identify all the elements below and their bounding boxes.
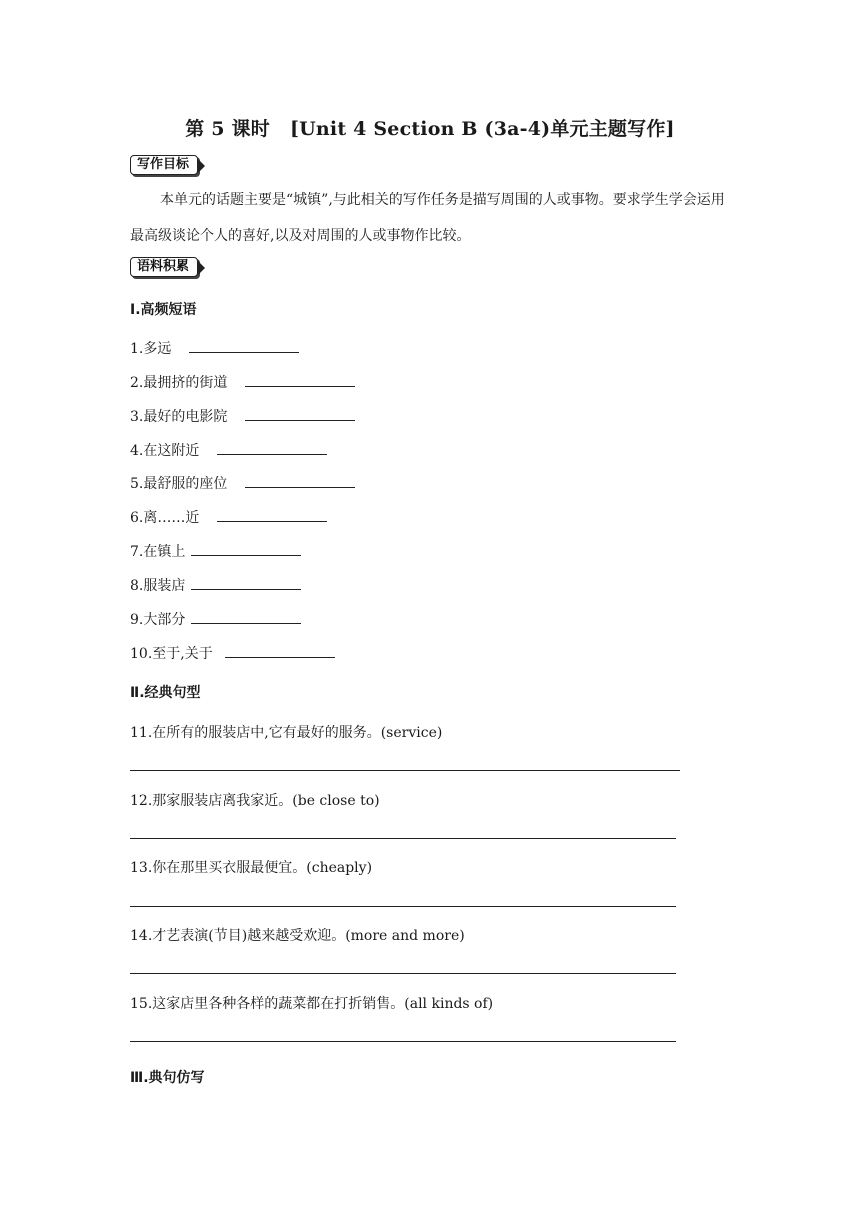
answer-blank[interactable]	[245, 372, 355, 387]
answer-blank[interactable]	[217, 507, 327, 522]
answer-blank[interactable]	[217, 440, 327, 455]
imitation-heading: Ⅲ.典句仿写	[130, 1070, 205, 1086]
answer-line[interactable]	[130, 1041, 676, 1042]
answer-blank[interactable]	[225, 643, 335, 658]
phrase-item: 4.在这附近	[130, 440, 327, 460]
phrase-item: 5.最舒服的座位	[130, 473, 355, 493]
answer-blank[interactable]	[245, 473, 355, 488]
answer-blank[interactable]	[189, 338, 299, 353]
answer-blank[interactable]	[191, 575, 301, 590]
material-badge	[130, 256, 210, 278]
phrase-item: 6.离……近	[130, 507, 327, 527]
material-label: 语料积累	[130, 257, 198, 277]
phrase-item: 1.多远	[130, 338, 299, 358]
writing-goal-label: 写作目标	[130, 155, 198, 175]
phrases-heading: Ⅰ.高频短语	[130, 302, 197, 318]
answer-blank[interactable]	[191, 541, 301, 556]
phrase-item: 2.最拥挤的街道	[130, 372, 355, 392]
sentence-item: 11.在所有的服装店中,它有最好的服务。(service)	[130, 725, 443, 741]
answer-blank[interactable]	[191, 609, 301, 624]
intro-paragraph	[130, 182, 730, 254]
phrase-item: 9.大部分	[130, 609, 301, 629]
writing-goal-badge	[130, 154, 210, 176]
answer-line[interactable]	[130, 838, 676, 839]
intro-text: 本单元的话题主要是“城镇”,与此相关的写作任务是描写周围的人或事物。要求学生学会运用最高级谈论个人的喜好,以及对周围的人或事物作比较。	[130, 192, 725, 244]
page-title	[0, 114, 860, 141]
sentence-item: 14.才艺表演(节目)越来越受欢迎。(more and more)	[130, 928, 465, 944]
phrase-item: 3.最好的电影院	[130, 406, 355, 426]
answer-blank[interactable]	[245, 406, 355, 421]
phrase-item: 8.服装店	[130, 575, 301, 595]
answer-line[interactable]	[130, 906, 676, 907]
phrase-item: 10.至于,关于	[130, 643, 335, 663]
unit-label: [Unit 4 Section B (3a-4)单元主题写作]	[289, 118, 675, 140]
sentences-heading: Ⅱ.经典句型	[130, 685, 201, 701]
sentence-item: 15.这家店里各种各样的蔬菜都在打折销售。(all kinds of)	[130, 996, 494, 1012]
lesson-label: 第 5 课时	[185, 118, 270, 140]
answer-line[interactable]	[130, 973, 676, 974]
sentence-item: 13.你在那里买衣服最便宜。(cheaply)	[130, 860, 373, 876]
sentence-item: 12.那家服装店离我家近。(be close to)	[130, 793, 380, 809]
phrase-item: 7.在镇上	[130, 541, 301, 561]
answer-line[interactable]	[130, 770, 680, 771]
